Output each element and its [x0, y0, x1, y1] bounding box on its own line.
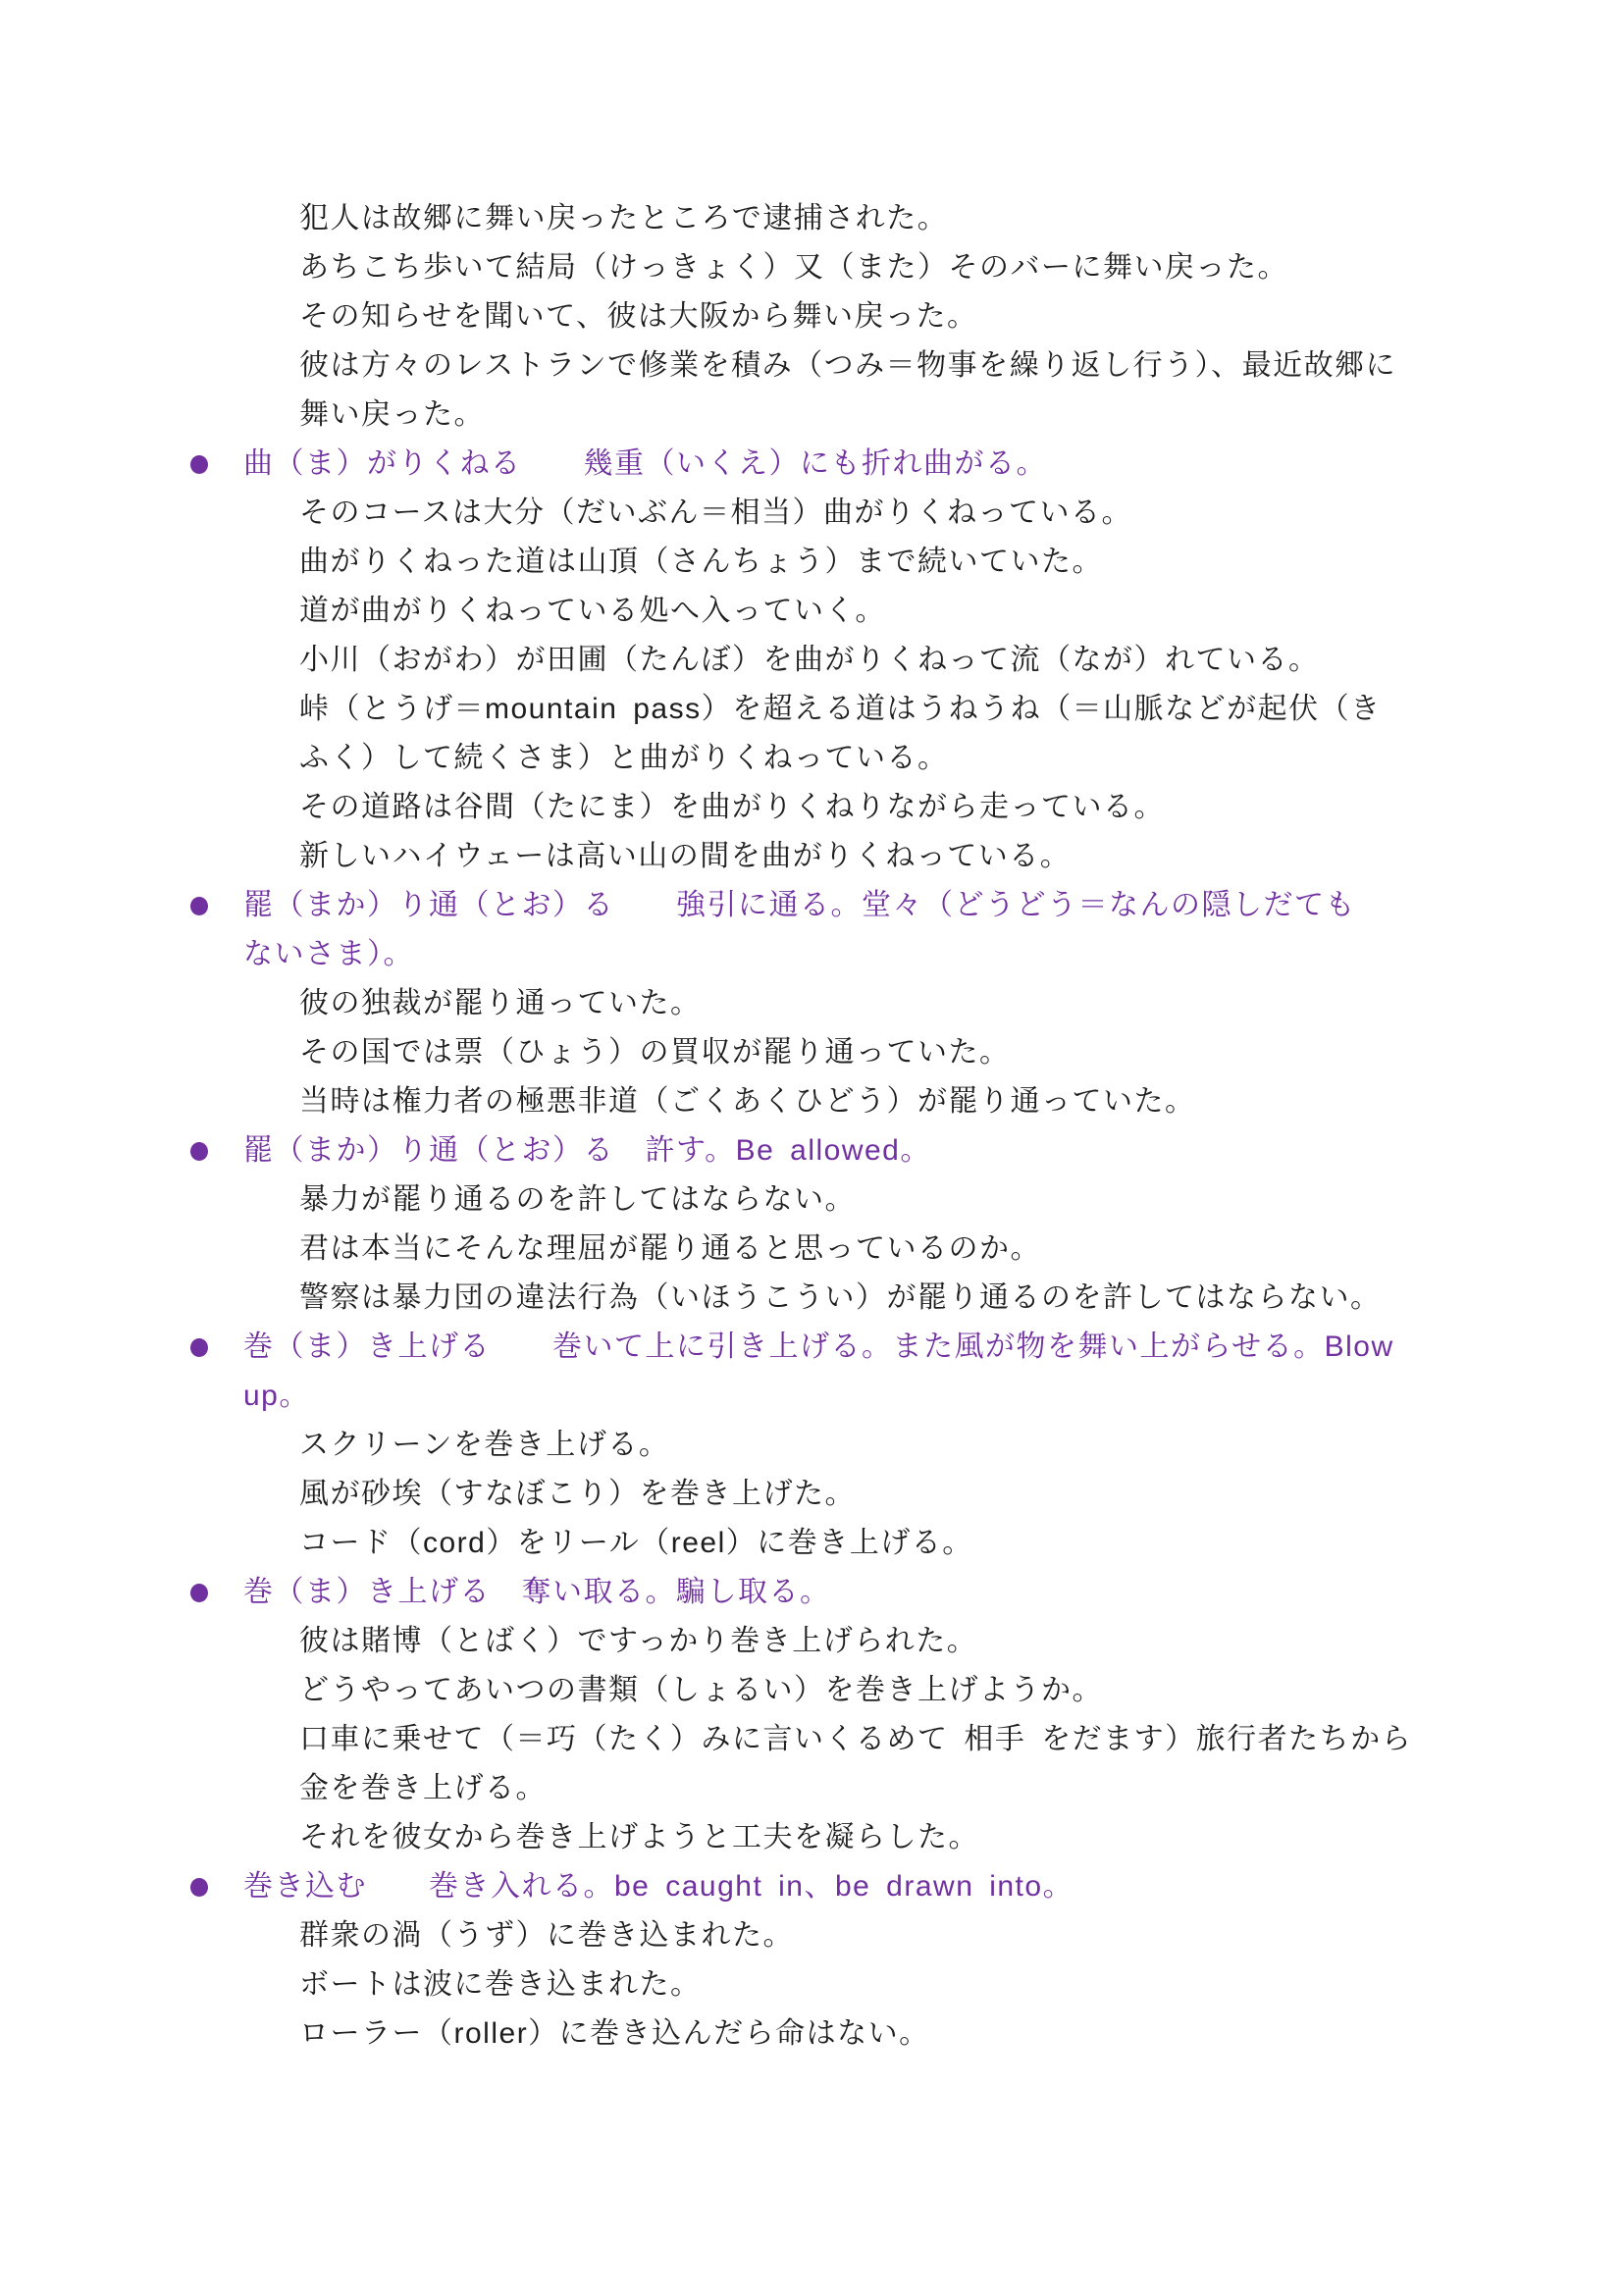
entry-term: 巻（ま）き上げる — [243, 1331, 491, 1363]
example-sentence-line: どうやってあいつの書類（しょるい）を巻き上げようか。 — [299, 1674, 1103, 1706]
document-body — [0, 194, 1624, 2059]
bullet-icon — [190, 1338, 208, 1357]
example-sentence-line: 君は本当にそんな理屈が罷り通ると思っているのか。 — [299, 1232, 1041, 1265]
example-sentence-line: 小川（おがわ）が田圃（たんぼ）を曲がりくねって流（なが）れている。 — [299, 644, 1320, 676]
example-continuation-line: 舞い戻った。 — [299, 398, 485, 431]
entry-heading-line — [0, 881, 1624, 930]
example-sentence-line: 彼は方々のレストランで修業を積み（つみ＝物事を繰り返し行う）、最近故郷に — [299, 349, 1397, 382]
entry-definition: 奪い取る。騙し取る。 — [521, 1576, 831, 1608]
example-sentence-line: 群衆の渦（うず）に巻き込まれた。 — [299, 1919, 794, 1952]
example-sentence-line: 彼の独裁が罷り通っていた。 — [299, 987, 702, 1019]
example-sentence-line: ローラー（roller）に巻き込んだら命はない。 — [299, 2017, 930, 2050]
example-sentence-line: 峠（とうげ＝mountain pass）を超える道はうねうね（＝山脈などが起伏（き — [299, 693, 1382, 725]
example-sentence-line: 風が砂埃（すなぼこり）を巻き上げた。 — [299, 1478, 856, 1510]
entry-heading-line — [0, 440, 1624, 489]
example-sentence-line: あちこち歩いて結局（けっきょく）又（また）そのバーに舞い戻った。 — [299, 251, 1288, 284]
bullet-icon — [190, 1142, 208, 1161]
entry-heading-line — [0, 1568, 1624, 1617]
entry-term: 曲（ま）がりくねる — [243, 447, 522, 480]
entry-definition: 強引に通る。堂々（どうどう＝なんの隠しだても — [676, 889, 1356, 921]
example-sentence-line: その道路は谷間（たにま）を曲がりくねりながら走っている。 — [299, 791, 1165, 823]
example-sentence-line: 彼は賭博（とばく）ですっかり巻き上げられた。 — [299, 1625, 978, 1657]
entry-term: 罷（まか）り通（とお）る — [243, 889, 614, 921]
entry-separator — [614, 889, 676, 921]
entry-separator — [491, 1331, 552, 1363]
example-sentence-line: コード（cord）をリール（reel）に巻き上げる。 — [299, 1527, 973, 1559]
entry-separator — [614, 1134, 646, 1167]
example-sentence-line: 犯人は故郷に舞い戻ったところで逮捕された。 — [299, 202, 949, 235]
example-sentence-line: 道が曲がりくねっている処へ入っていく。 — [299, 595, 886, 627]
bullet-icon — [190, 1878, 208, 1897]
example-sentence-line: 暴力が罷り通るのを許してはならない。 — [299, 1183, 856, 1216]
example-sentence-line: そのコースは大分（だいぶん＝相当）曲がりくねっている。 — [299, 496, 1132, 529]
entry-term: 巻（ま）き上げる — [243, 1576, 491, 1608]
example-sentence-line: ボートは波に巻き込まれた。 — [299, 1968, 702, 2001]
example-continuation-line: 金を巻き上げる。 — [299, 1772, 547, 1804]
example-sentence-line: その知らせを聞いて、彼は大阪から舞い戻った。 — [299, 300, 978, 333]
example-sentence-line: それを彼女から巻き上げようと工夫を凝らした。 — [299, 1821, 979, 1853]
example-sentence-line: 当時は権力者の極悪非道（ごくあくひどう）が罷り通っていた。 — [299, 1085, 1196, 1118]
example-sentence-line: 新しいハイウェーは高い山の間を曲がりくねっている。 — [299, 840, 1072, 872]
entry-separator — [522, 447, 584, 480]
entry-heading-continuation-line: up。 — [243, 1380, 310, 1412]
example-sentence-line: スクリーンを巻き上げる。 — [299, 1429, 670, 1461]
bullet-icon — [190, 897, 208, 915]
entry-definition: 巻いて上に引き上げる。また風が物を舞い上がらせる。Blow — [552, 1331, 1394, 1363]
entry-separator — [491, 1576, 522, 1608]
entry-definition: 幾重（いくえ）にも折れ曲がる。 — [583, 447, 1047, 480]
example-sentence-line: 警察は暴力団の違法行為（いほうこうい）が罷り通るのを許してはならない。 — [299, 1281, 1382, 1314]
example-sentence-line: 口車に乗せて（＝巧（たく）みに言いくるめて 相手 をだます）旅行者たちから — [299, 1723, 1413, 1755]
entry-heading-continuation-line: ないさま）。 — [243, 938, 414, 970]
example-sentence-line: その国では票（ひょう）の買収が罷り通っていた。 — [299, 1036, 1011, 1069]
bullet-icon — [190, 1584, 208, 1602]
bullet-icon — [190, 455, 208, 474]
entry-definition: 巻き入れる。be caught in、be drawn into。 — [429, 1870, 1074, 1903]
example-continuation-line: ふく）して続くさま）と曲がりくねっている。 — [299, 742, 949, 774]
entry-term: 罷（まか）り通（とお）る — [243, 1134, 614, 1167]
entry-term: 巻き込む — [243, 1870, 367, 1903]
entry-heading-line — [0, 1862, 1624, 1911]
example-sentence-line: 曲がりくねった道は山頂（さんちょう）まで続いていた。 — [299, 546, 1103, 578]
entry-heading-line — [0, 1126, 1624, 1175]
entry-heading-line — [0, 1323, 1624, 1372]
entry-separator — [367, 1870, 429, 1903]
entry-definition: 許す。Be allowed。 — [645, 1134, 931, 1167]
